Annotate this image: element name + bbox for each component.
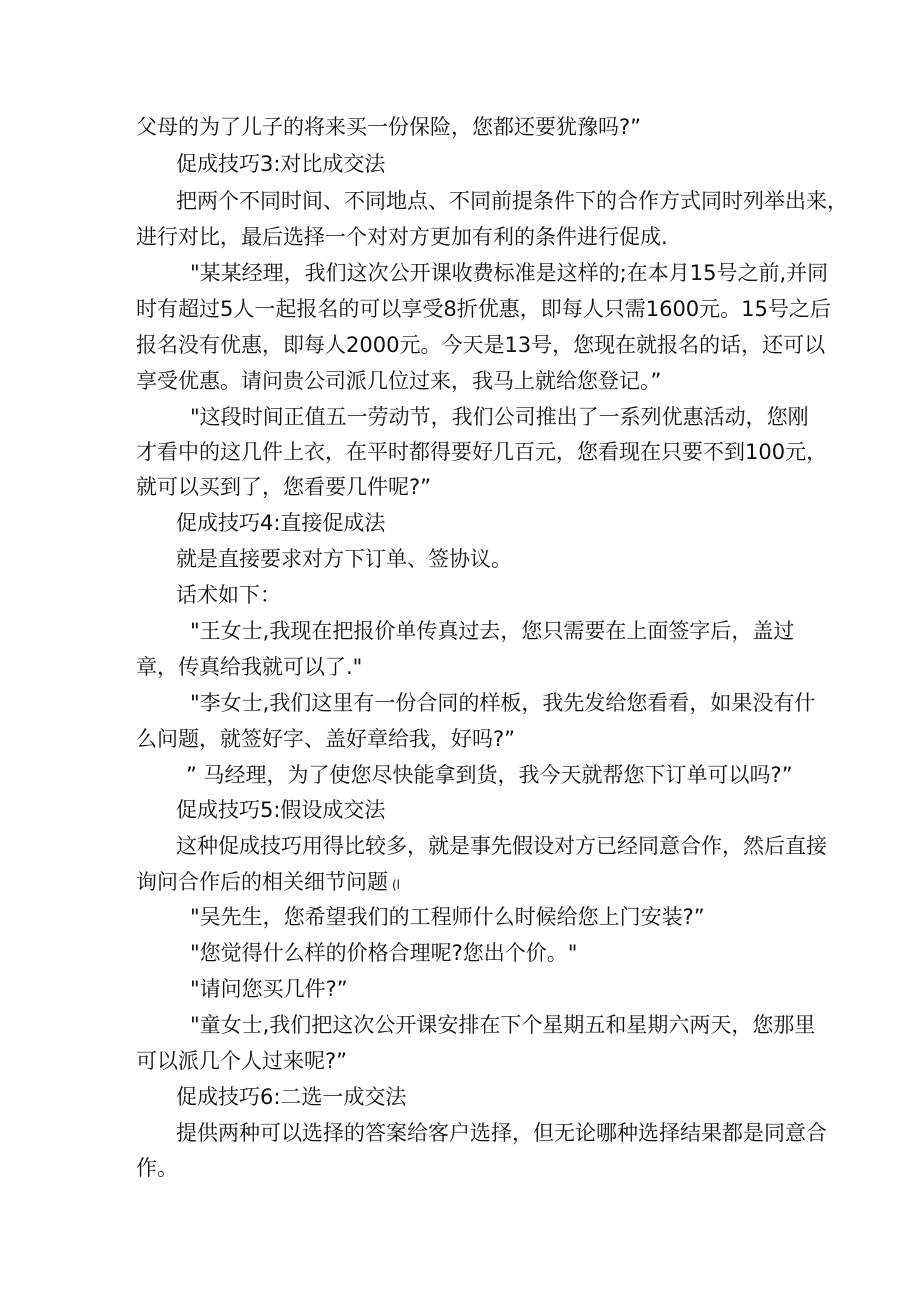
- section-heading: 促成技巧4:直接促成法: [176, 511, 386, 535]
- quote-line: "吴先生，您希望我们的工程师什么时候给您上门安装?”: [190, 905, 705, 929]
- quote-line: 可以派几个人过来呢?”: [136, 1049, 348, 1073]
- text-line: 就是直接要求对方下订单、签协议。: [176, 547, 512, 571]
- quote-line: "某某经理，我们这次公开课收费标准是这样的;在本月15号之前,并同: [190, 261, 829, 285]
- section-heading: 促成技巧5:假设成交法: [176, 798, 386, 822]
- quote-line: "您觉得什么样的价格合理呢?您出个价。": [190, 941, 578, 965]
- quote-line: 报名没有优惠，即每人2000元。今天是13号，您现在就报名的话，还可以: [136, 333, 826, 357]
- quote-line: "这段时间正值五一劳动节，我们公司推出了一系列优惠活动，您刚: [190, 405, 809, 429]
- text-line: 提供两种可以选择的答案给客户选择，但无论哪种选择结果都是同意合: [176, 1121, 827, 1145]
- section-heading: 促成技巧3:对比成交法: [176, 152, 386, 176]
- text-line: 这种促成技巧用得比较多，就是事先假设对方已经同意合作，然后直接: [176, 834, 827, 858]
- section-heading: 促成技巧6:二选一成交法: [176, 1085, 407, 1109]
- quote-line: ” 马经理，为了使您尽快能拿到货，我今天就帮您下订单可以吗?”: [186, 763, 793, 787]
- text-line: [136, 869, 400, 898]
- quote-line: 么问题，就签好字、盖好章给我，好吗?”: [136, 727, 516, 751]
- quote-line: 才看中的这几件上衣，在平时都得要好几百元，您看现在只要不到100元，: [136, 440, 828, 464]
- text-line: 父母的为了儿子的将来买一份保险，您都还要犹豫吗?”: [136, 115, 642, 139]
- quote-line: "李女士,我们这里有一份合同的样板，我先发给您看看，如果没有什: [190, 691, 816, 715]
- quote-line: 时有超过5人一起报名的可以享受8折优惠，即每人只需1600元。15号之后: [136, 297, 831, 321]
- quote-line: "童女士,我们把这次公开课安排在下个星期五和星期六两天，您那里: [190, 1013, 816, 1037]
- text-line: 话术如下：: [176, 583, 281, 607]
- text-line: 作。: [136, 1156, 178, 1180]
- quote-line: "请问您买几件?”: [190, 977, 348, 1001]
- text-line: 进行对比，最后选择一个对对方更加有利的条件进行促成.: [136, 225, 668, 249]
- text-line: 把两个不同时间、不同地点、不同前提条件下的合作方式同时列举出来，: [176, 189, 848, 213]
- quote-line: 就可以买到了，您看要几件呢?”: [136, 475, 432, 499]
- text-span: 询问合作后的相关细节问题: [136, 870, 388, 894]
- stray-mark: (l: [392, 878, 401, 892]
- quote-line: 章，传真给我就可以了.": [136, 655, 363, 679]
- quote-line: "王女士,我现在把报价单传真过去，您只需要在上面签字后，盖过: [190, 619, 795, 643]
- quote-line: 享受优惠。请问贵公司派几位过来，我马上就给您登记。”: [136, 369, 662, 393]
